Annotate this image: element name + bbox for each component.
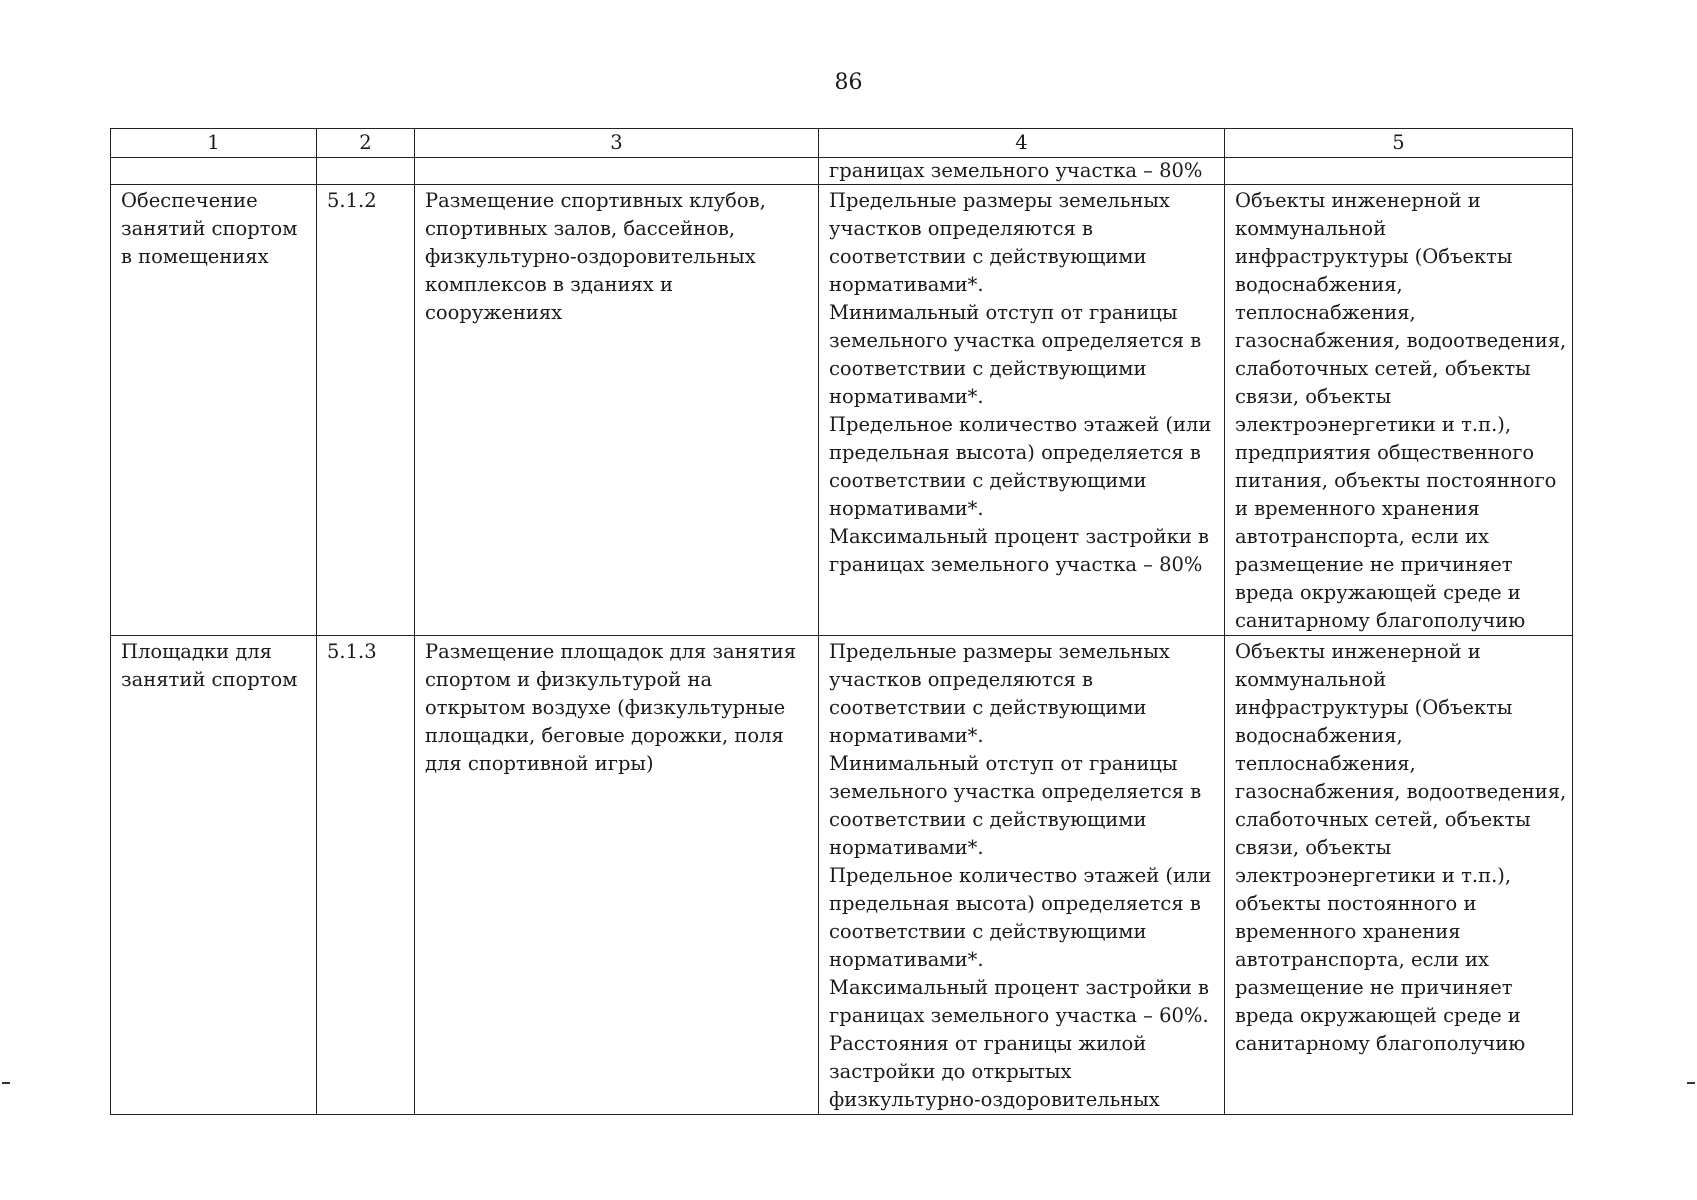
- continuation-cell-1: [111, 158, 317, 185]
- cell-line: Минимальный отступ от границы: [829, 752, 1178, 775]
- cell-line: инфраструктуры (Объекты: [1235, 245, 1513, 268]
- cell-line: участков определяются в: [829, 217, 1093, 240]
- cell-line: и временного хранения: [1235, 497, 1480, 520]
- cell-line: Максимальный процент застройки в: [829, 976, 1210, 999]
- parameters-cell: [819, 185, 1225, 636]
- continuation-cell-4: границах земельного участка – 80%: [819, 158, 1225, 185]
- continuation-cell-5: [1225, 158, 1573, 185]
- cell-line: Объекты инженерной и: [1235, 640, 1481, 663]
- cell-line: Предельное количество этажей (или: [829, 864, 1212, 887]
- cell-line: размещение не причиняет: [1235, 553, 1513, 576]
- cell-line: соответствии с действующими: [829, 245, 1147, 268]
- cell-line: Расстояния от границы жилой: [829, 1032, 1147, 1055]
- cell-line: коммунальной: [1235, 217, 1387, 240]
- cell-line: нормативами*.: [829, 273, 984, 296]
- cell-line: соответствии с действующими: [829, 469, 1147, 492]
- cell-line: коммунальной: [1235, 668, 1387, 691]
- continuation-cell-2: [317, 158, 415, 185]
- cell-line: вреда окружающей среде и: [1235, 581, 1521, 604]
- cell-line: 5.1.2: [327, 189, 377, 212]
- cell-line: предельная высота) определяется в: [829, 892, 1201, 915]
- cell-line: соответствии с действующими: [829, 357, 1147, 380]
- cell-line: земельного участка определяется в: [829, 329, 1202, 352]
- auxiliary-uses-cell: [1225, 185, 1573, 636]
- cell-line: слаботочных сетей, объекты: [1235, 357, 1531, 380]
- header-cell-4: 4: [819, 129, 1225, 158]
- header-cell-1: 1: [111, 129, 317, 158]
- cell-line: электроэнергетики и т.п.),: [1235, 864, 1512, 887]
- regulations-table: [110, 128, 1573, 1115]
- cell-line: автотранспорта, если их: [1235, 525, 1490, 548]
- cell-line: 5.1.3: [327, 640, 377, 663]
- cell-line: занятий спортом: [121, 217, 298, 240]
- cell-line: для спортивной игры): [425, 752, 654, 775]
- cell-line: размещение не причиняет: [1235, 976, 1513, 999]
- cell-line: Обеспечение: [121, 189, 258, 212]
- cell-line: нормативами*.: [829, 724, 984, 747]
- description-cell: [415, 185, 819, 636]
- continuation-row: [111, 158, 1573, 185]
- cell-line: нормативами*.: [829, 497, 984, 520]
- table-header-row: [111, 129, 1573, 158]
- cell-line: слаботочных сетей, объекты: [1235, 808, 1531, 831]
- cell-line: временного хранения: [1235, 920, 1461, 943]
- cell-line: связи, объекты: [1235, 385, 1392, 408]
- cell-line: спортивных залов, бассейнов,: [425, 217, 736, 240]
- cell-line: электроэнергетики и т.п.),: [1235, 413, 1512, 436]
- scan-edge-mark: [1687, 1082, 1695, 1084]
- parameters-cell: [819, 636, 1225, 1115]
- cell-line: Площадки для: [121, 640, 272, 663]
- table-row: [111, 185, 1573, 636]
- auxiliary-uses-cell: [1225, 636, 1573, 1115]
- cell-line: Предельные размеры земельных: [829, 189, 1170, 212]
- cell-line: предприятия общественного: [1235, 441, 1535, 464]
- cell-line: спортом и физкультурой на: [425, 668, 713, 691]
- page-number: 86: [834, 70, 863, 95]
- cell-line: Предельные размеры земельных: [829, 640, 1170, 663]
- cell-line: соответствии с действующими: [829, 808, 1147, 831]
- cell-line: водоснабжения,: [1235, 724, 1403, 747]
- cell-line: предельная высота) определяется в: [829, 441, 1201, 464]
- cell-line: нормативами*.: [829, 948, 984, 971]
- table-row: [111, 636, 1573, 1115]
- cell-line: Размещение спортивных клубов,: [425, 189, 766, 212]
- header-cell-3: 3: [415, 129, 819, 158]
- cell-line: земельного участка определяется в: [829, 780, 1202, 803]
- cell-line: нормативами*.: [829, 836, 984, 859]
- cell-line: связи, объекты: [1235, 836, 1392, 859]
- cell-line: физкультурно-оздоровительных: [425, 245, 756, 268]
- continuation-cell-3: [415, 158, 819, 185]
- cell-line: питания, объекты постоянного: [1235, 469, 1557, 492]
- cell-line: нормативами*.: [829, 385, 984, 408]
- cell-line: физкультурно-оздоровительных: [829, 1088, 1160, 1111]
- cell-line: площадки, беговые дорожки, поля: [425, 724, 784, 747]
- cell-line: границах земельного участка – 80%: [829, 553, 1203, 576]
- scan-edge-mark: [2, 1082, 10, 1084]
- cell-line: границах земельного участка – 60%.: [829, 1004, 1209, 1027]
- cell-line: газоснабжения, водоотведения,: [1235, 329, 1567, 352]
- cell-line: вреда окружающей среде и: [1235, 1004, 1521, 1027]
- cell-line: открытом воздухе (физкультурные: [425, 696, 786, 719]
- cell-line: газоснабжения, водоотведения,: [1235, 780, 1567, 803]
- cell-line: участков определяются в: [829, 668, 1093, 691]
- description-cell: [415, 636, 819, 1115]
- cell-line: занятий спортом: [121, 668, 298, 691]
- cell-line: застройки до открытых: [829, 1060, 1072, 1083]
- cell-line: сооружениях: [425, 301, 563, 324]
- cell-line: соответствии с действующими: [829, 920, 1147, 943]
- cell-line: теплоснабжения,: [1235, 301, 1416, 324]
- use-code-cell: [317, 185, 415, 636]
- cell-line: теплоснабжения,: [1235, 752, 1416, 775]
- cell-line: санитарному благополучию: [1235, 609, 1526, 632]
- cell-line: Минимальный отступ от границы: [829, 301, 1178, 324]
- cell-line: Объекты инженерной и: [1235, 189, 1481, 212]
- use-name-cell: [111, 185, 317, 636]
- cell-line: инфраструктуры (Объекты: [1235, 696, 1513, 719]
- cell-line: автотранспорта, если их: [1235, 948, 1490, 971]
- cell-line: санитарному благополучию: [1235, 1032, 1526, 1055]
- cell-line: соответствии с действующими: [829, 696, 1147, 719]
- cell-line: объекты постоянного и: [1235, 892, 1477, 915]
- cell-line: комплексов в зданиях и: [425, 273, 673, 296]
- use-code-cell: [317, 636, 415, 1115]
- header-cell-2: 2: [317, 129, 415, 158]
- cell-line: Предельное количество этажей (или: [829, 413, 1212, 436]
- cell-line: Размещение площадок для занятия: [425, 640, 797, 663]
- cell-line: в помещениях: [121, 245, 269, 268]
- use-name-cell: [111, 636, 317, 1115]
- cell-line: водоснабжения,: [1235, 273, 1403, 296]
- cell-line: Максимальный процент застройки в: [829, 525, 1210, 548]
- header-cell-5: 5: [1225, 129, 1573, 158]
